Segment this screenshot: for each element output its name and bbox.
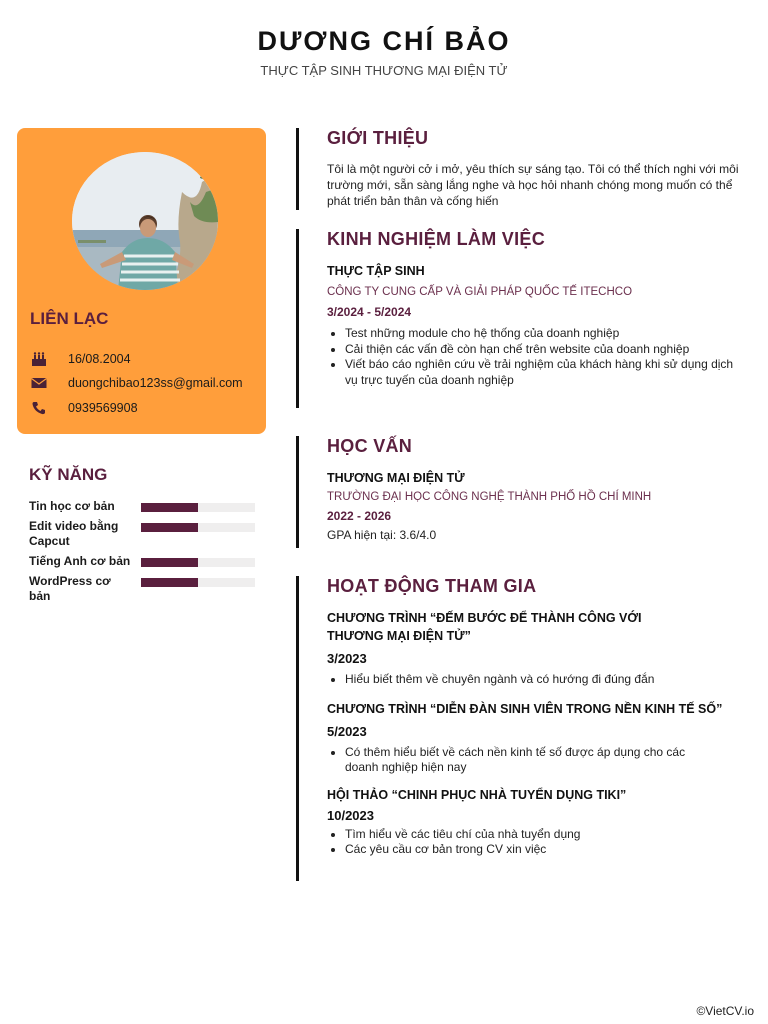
skill-bar-fill — [141, 503, 198, 512]
skills-heading: KỸ NĂNG — [29, 465, 108, 484]
activity-bullets — [327, 745, 707, 776]
email-icon — [30, 376, 47, 390]
experience-company: CÔNG TY CUNG CẤP VÀ GIẢI PHÁP QUỐC TẾ ITECHCO — [327, 286, 633, 298]
email-value[interactable]: duongchibao123ss@gmail.com — [68, 376, 243, 390]
list-item: Có thêm hiểu biết về cách nền kinh tế số được áp dụng cho các doanh nghiệp hiện nay — [327, 745, 707, 776]
skill-bar — [141, 578, 255, 587]
activity-date: 10/2023 — [327, 807, 374, 823]
activity-bullets — [327, 672, 748, 688]
cv-header — [0, 26, 768, 78]
activity-date: 5/2023 — [327, 723, 367, 739]
candidate-title: THỰC TẬP SINH THƯƠNG MẠI ĐIỆN TỬ — [260, 63, 508, 78]
skill-label: Tiếng Anh cơ bản — [29, 554, 131, 568]
skill-bar-fill — [141, 578, 198, 587]
list-item: Hiểu biết thêm về chuyên ngành và có hướng đi đúng đắn — [327, 672, 748, 688]
contact-card — [17, 128, 266, 434]
experience-section — [296, 229, 748, 408]
intro-text: Tôi là một người cở i mở, yêu thích sự sáng tạo. Tôi có thể thích nghi với môi trường mới, sẵn sàng lắng nghe và học hỏi nhanh chóng mong muốn có thể phát triển bản thân và cống hiến — [327, 162, 739, 208]
experience-role: THỰC TẬP SINH — [327, 264, 425, 278]
skill-label: Tin học cơ bản — [29, 499, 115, 513]
education-heading: HỌC VẤN — [327, 436, 413, 456]
skill-bar — [141, 558, 255, 567]
intro-section — [296, 128, 748, 210]
candidate-name: DƯƠNG CHÍ BẢO — [257, 26, 511, 56]
footer-credit: ©VietCV.io — [696, 1004, 754, 1018]
activity-bullets — [327, 827, 748, 858]
skill-item — [29, 519, 255, 549]
list-item: Viết báo cáo nghiên cứu về trải nghiệm của khách hàng khi sử dụng dịch vụ trực tuyến của doanh nghiệp — [327, 357, 748, 388]
contact-email[interactable] — [30, 374, 243, 392]
contact-birthday — [30, 350, 131, 368]
skill-label: WordPress cơ bản — [29, 574, 111, 603]
intro-heading: GIỚI THIỆU — [327, 128, 429, 148]
skill-bar-fill — [141, 558, 198, 567]
education-gpa: GPA hiện tại: 3.6/4.0 — [327, 528, 437, 542]
education-school: TRƯỜNG ĐẠI HỌC CÔNG NGHỆ THÀNH PHỐ HỒ CHÍ MINH — [327, 491, 652, 503]
phone-icon — [30, 401, 47, 415]
skill-item — [29, 554, 255, 569]
skill-bar-fill — [141, 523, 198, 532]
experience-bullets — [327, 326, 748, 388]
birthday-cake-icon — [30, 352, 47, 366]
education-major: THƯƠNG MẠI ĐIỆN TỬ — [327, 471, 465, 485]
list-item: Các yêu cầu cơ bản trong CV xin việc — [327, 842, 748, 858]
activity-title: HỘI THẢO “CHINH PHỤC NHÀ TUYỂN DỤNG TIKI” — [327, 787, 627, 802]
experience-period: 3/2024 - 5/2024 — [327, 305, 412, 319]
avatar — [72, 152, 218, 290]
activities-heading: HOẠT ĐỘNG THAM GIA — [327, 576, 537, 596]
contact-heading: LIÊN LẠC — [30, 309, 109, 328]
skill-item — [29, 499, 255, 514]
activity-date: 3/2023 — [327, 651, 367, 666]
phone-value[interactable]: 0939569908 — [68, 401, 138, 415]
list-item: Cải thiện các vấn đề còn hạn chế trên website của doanh nghiệp — [327, 342, 748, 358]
education-section — [296, 436, 748, 548]
activities-section — [296, 576, 748, 881]
list-item: Tìm hiểu về các tiêu chí của nhà tuyển dụng — [327, 827, 748, 843]
activity-title: CHƯƠNG TRÌNH “DIỄN ĐÀN SINH VIÊN TRONG NỀN KINH TẾ SỐ” — [327, 701, 723, 716]
skill-bar — [141, 523, 255, 532]
list-item: Test những module cho hệ thống của doanh nghiệp — [327, 326, 748, 342]
skill-item — [29, 574, 255, 604]
activity-title: CHƯƠNG TRÌNH “ĐẾM BƯỚC ĐỂ THÀNH CÔNG VỚI THƯƠNG MẠI ĐIỆN TỬ” — [327, 611, 642, 643]
birthday-value: 16/08.2004 — [68, 352, 131, 366]
education-period: 2022 - 2026 — [327, 509, 392, 523]
experience-heading: KINH NGHIỆM LÀM VIỆC — [327, 229, 546, 249]
skill-label: Edit video bằng Capcut — [29, 519, 119, 548]
contact-phone[interactable] — [30, 399, 138, 417]
skill-bar — [141, 503, 255, 512]
